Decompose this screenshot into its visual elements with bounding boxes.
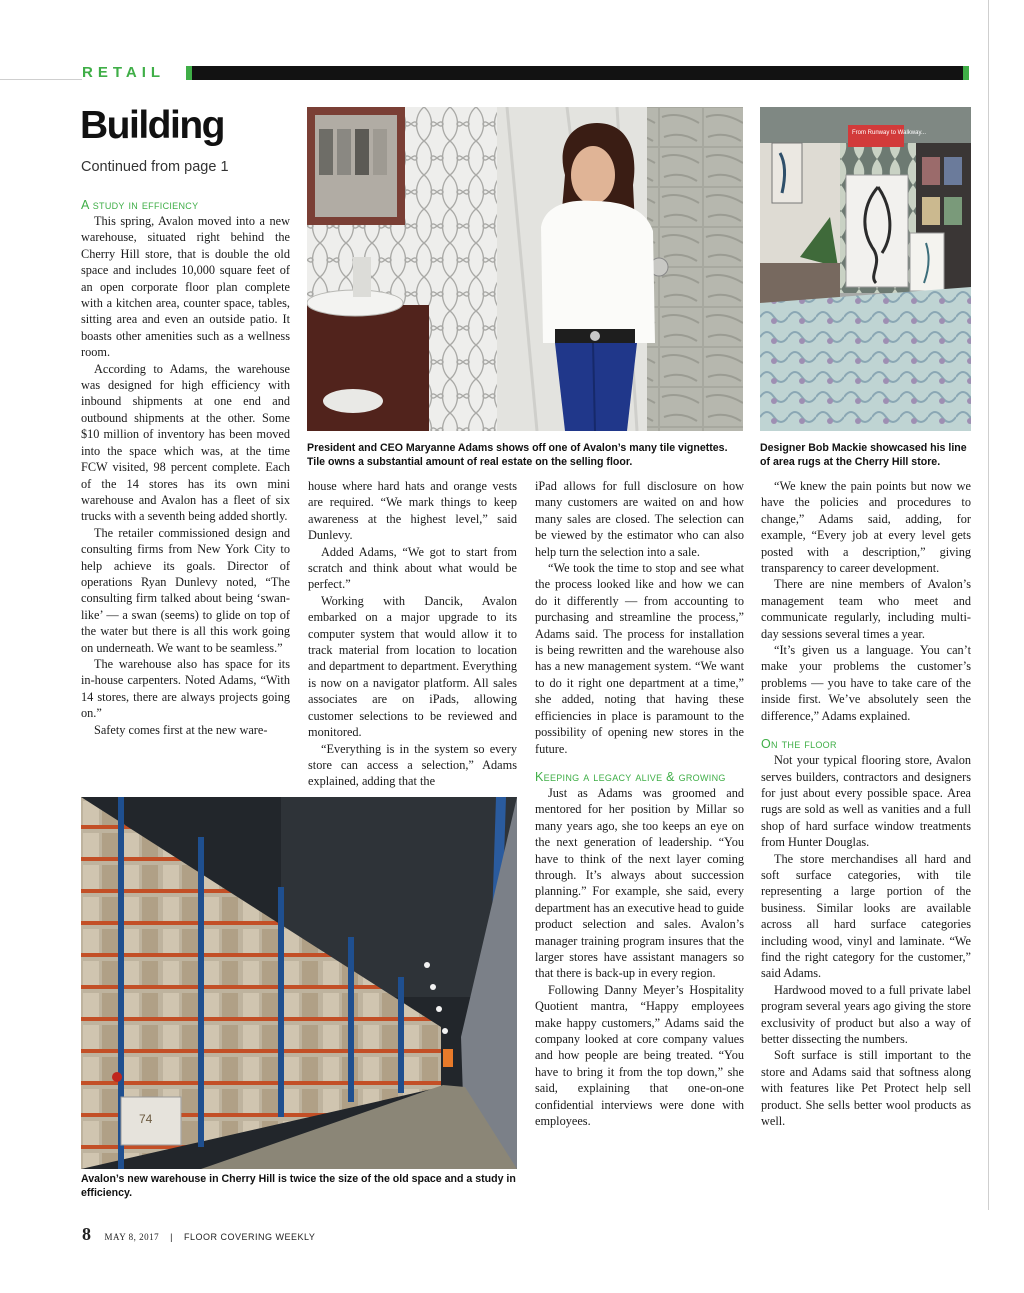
photo-designer-rugs-image xyxy=(760,107,971,431)
body-paragraph: Soft surface is still important to the store and Adams said that softness along with features like Pet Protect help sell product. She sells better wool products as well. xyxy=(761,1048,971,1129)
section-label: RETAIL xyxy=(82,64,166,81)
article-column-1 xyxy=(81,197,290,738)
body-paragraph: “We knew the pain points but now we have the policies and procedures to change,” Adams said, adding, for example, “Every job at every level gets posted with a description,” giving transparency to career development. xyxy=(761,479,971,576)
body-paragraph: Not your typical flooring store, Avalon serves builders, contractors and designers for just about every possible space. Area rugs are sold as well as vanities and a full shop of hard surface window treatments from Hunter Douglas. xyxy=(761,753,971,850)
article-column-4 xyxy=(761,478,971,1129)
photo-warehouse-image xyxy=(81,797,517,1169)
article-column-3 xyxy=(535,478,744,1129)
section-bar-accent-left xyxy=(186,66,192,80)
body-paragraph: The warehouse also has space for its in-house carpenters. Noted Adams, “With 14 stores, there are always projects going on.” xyxy=(81,656,290,721)
photo-ceo-tile-vignette xyxy=(307,107,743,431)
photo-ceo-tile-vignette-image xyxy=(307,107,743,431)
body-paragraph: Just as Adams was groomed and mentored for her position by Millar so many years ago, she too keeps an eye on the next generation of leadership. “You have to think of the next layer coming through. It’s always about succession planning.” For example, she said, every department has an executive head to guide product selection and sales. Avalon’s manager training program insures that the larger stores have assistant managers so that there is back-up in every region. xyxy=(535,785,744,981)
section-bar-accent-right xyxy=(963,66,969,80)
body-paragraph: The retailer commissioned design and consulting firms from New York City to help achieve its goals. Director of operations Ryan Dunlevy noted, “The consulting firm talked about being ‘swan-like’ — a swan (seems) to glide on top of the water but there is all this work going on underneath. We want to be seamless.” xyxy=(81,525,290,655)
body-paragraph: “It’s given us a language. You can’t make your problems the customer’s problems — you have to take care of the inside first. We’ve absolutely seen the difference,” Adams explained. xyxy=(761,643,971,723)
body-paragraph: Following Danny Meyer’s Hospitality Quotient mantra, “Happy employees make happy customers,” Adams said the company looked at core company values and how people are being treated. “You have to bring it from the top down,” she said, explaining that one-on-one confidential interviews were done with employees. xyxy=(535,982,744,1129)
caption-designer-photo: Designer Bob Mackie showcased his line of area rugs at the Cherry Hill store. xyxy=(760,442,967,468)
section-bar xyxy=(186,66,969,80)
subhead-study-in-efficiency: A study in efficiency xyxy=(81,198,199,212)
continued-line: Continued from page 1 xyxy=(81,159,229,175)
body-paragraph: The store merchandises all hard and soft surface categories, with tile representing a large portion of the business. Similar looks are available across all hard surface categories including wood, vinyl and laminate. “We find the right category for the customer,” said Adams. xyxy=(761,851,971,981)
body-paragraph: Safety comes first at the new ware- xyxy=(94,722,268,737)
issue-date: MAY 8, 2017 xyxy=(104,1232,160,1242)
headline: Building xyxy=(80,104,224,147)
page-number: 8 xyxy=(82,1224,92,1244)
page-trim-line-right xyxy=(988,0,989,1210)
page-trim-line xyxy=(0,79,82,80)
subhead-keeping-a-legacy: Keeping a legacy alive & growing xyxy=(535,769,726,784)
rack-number-sign: 74 xyxy=(139,1112,153,1126)
body-paragraph: house where hard hats and orange vests are required. “We mark things to keep awareness at the highest level,” said Dunlevy. xyxy=(308,479,517,543)
page-footer xyxy=(82,1225,315,1246)
body-paragraph: “Everything is in the system so every store can access a selection,” Adams explained, adding that the xyxy=(308,741,517,789)
caption-warehouse-photo: Avalon’s new warehouse in Cherry Hill is twice the size of the old space and a study in efficiency. xyxy=(81,1173,516,1199)
subhead-on-the-floor: On the floor xyxy=(761,737,837,752)
article-column-2 xyxy=(308,478,517,790)
caption-ceo-photo: President and CEO Maryanne Adams shows off one of Avalon’s many tile vignettes. Tile owns a substantial amount of real estate on the selling floor. xyxy=(307,442,728,468)
body-paragraph: iPad allows for full disclosure on how many customers are waited on and how many sales are closed. The selection can be viewed by the estimator who can also help turn the selection into a sale. xyxy=(535,479,744,559)
body-paragraph: According to Adams, the warehouse was designed for high efficiency with inbound shipments at one end and outbound shipments at the other. Some $10 million of inventory has been moved into the space which was, at the time FCW visited, 98 percent complete. Each of the 14 stores has its own mini warehouse and Avalon has a fleet of six trucks with a seventh being added shortly. xyxy=(81,361,290,524)
body-paragraph: Hardwood moved to a full private label program several years ago giving the store exclusivity of product but also a way of better dissecting the numbers. xyxy=(761,982,971,1046)
body-paragraph: “We took the time to stop and see what the process looked like and how we can do it differently — from accounting to purchasing and streamline the process,” Adams said. The process for installation is being rewritten and the warehouse also has a new management system. “We want to do it right one department at a time,” she added, noting that having these efficiencies in place is paramount to the possibility of opening new stores in the future. xyxy=(535,561,744,756)
photo-warehouse xyxy=(81,797,517,1169)
body-paragraph: This spring, Avalon moved into a new warehouse, situated right behind the Cherry Hill store, that is double the old space and includes 10,000 square feet of an open corporate floor plan complete with a kitchen area, counter space, tables, sitting area and even an outside patio. It boasts other amenities such as a wellness room. xyxy=(81,214,290,360)
publication-name: FLOOR COVERING WEEKLY xyxy=(183,1232,316,1242)
sign-text-runway: From Runway to Walkway... xyxy=(852,130,927,136)
footer-divider: | xyxy=(170,1232,173,1242)
body-paragraph: Added Adams, “We got to start from scratch and think about what would be perfect.” xyxy=(308,544,517,592)
body-paragraph: Working with Dancik, Avalon embarked on a major upgrade to its computer system that would allow it to track material from location to location and department to department. Everything is now on a navigator platform. All sales associates are on iPads, allowing customer selections to be reviewed and monitored. xyxy=(308,593,517,740)
body-paragraph: There are nine members of Avalon’s management team who meet and communicate regularly, including multi-day sessions several times a year. xyxy=(761,577,971,641)
photo-designer-rugs xyxy=(760,107,971,431)
